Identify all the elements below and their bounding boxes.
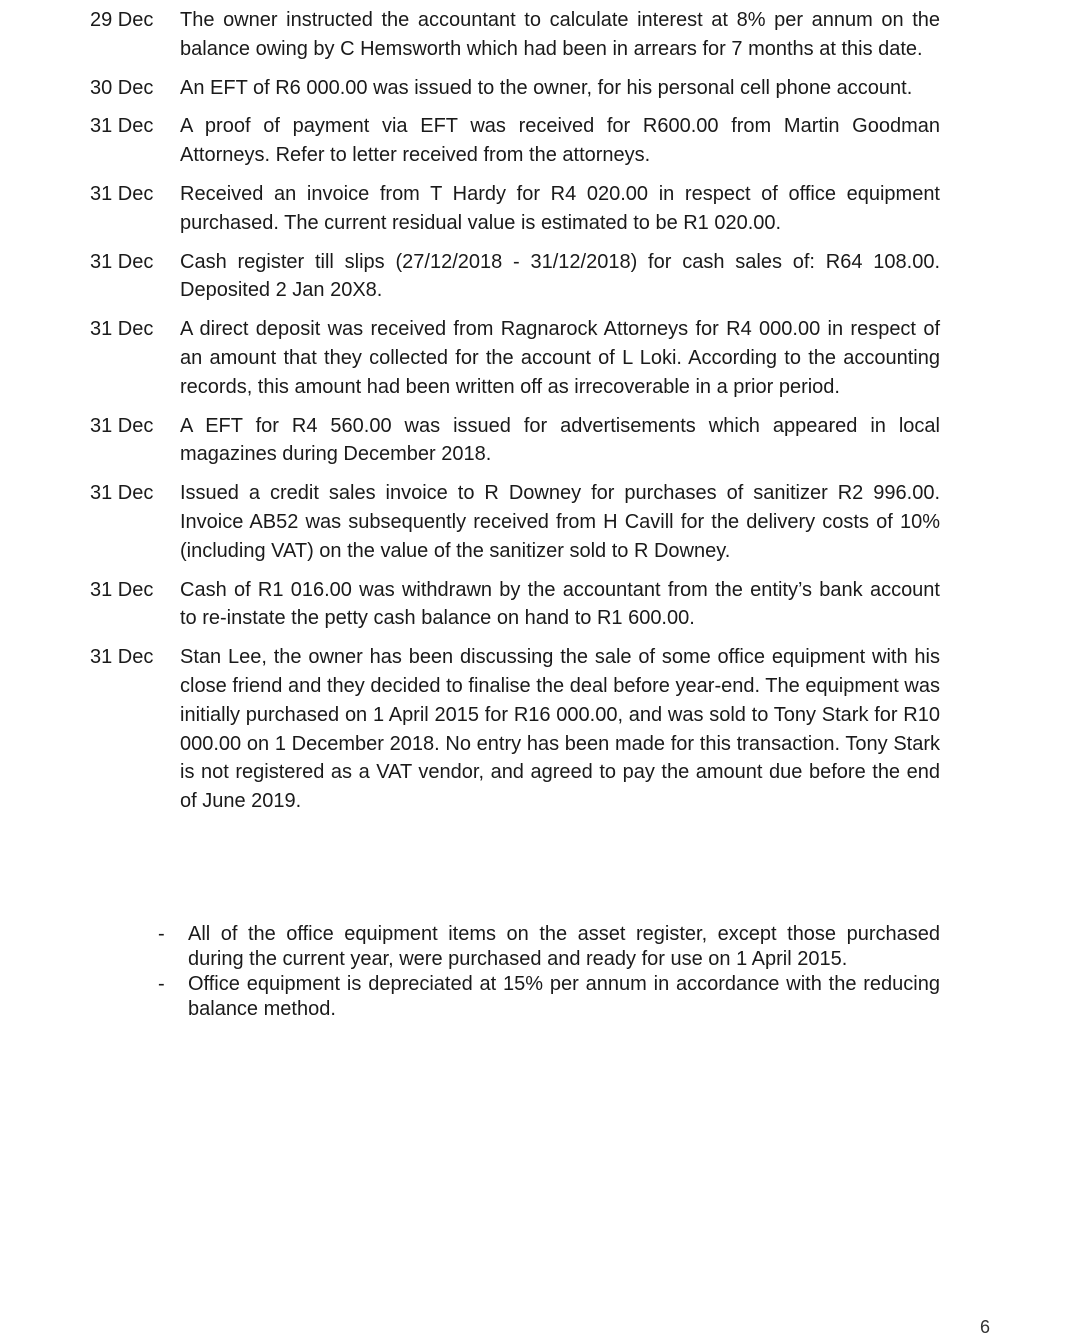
page-number: 6 <box>979 1317 990 1337</box>
entry-date: 31 Dec <box>90 182 154 205</box>
entry-description: Stan Lee, the owner has been discussing the sale of some office equipment with his close friend and they decided to finalise the deal before year-end. The equipment was initially purchased on 1 April 2015 for R16 000.00, and was sold to Tony Stark for R10 000.00 on 1 December 2018. No entry has been made for this transaction. Tony Stark is not registered as a VAT vendor, and agreed to pay the amount due before the end of June 2019. <box>180 646 940 813</box>
transaction-entry <box>90 112 940 170</box>
entry-date: 29 Dec <box>90 9 154 31</box>
transaction-entry <box>90 180 940 238</box>
transaction-entry <box>90 315 940 401</box>
entry-description: A proof of payment via EFT was received for R600.00 from Martin Goodman Attorneys. Refer to letter received from the attorneys. <box>180 115 940 167</box>
note-item <box>155 922 940 972</box>
entry-date: 30 Dec <box>90 76 154 99</box>
entry-date: 31 Dec <box>90 482 154 505</box>
entry-date: 31 Dec <box>90 414 154 437</box>
dash-marker: - <box>158 973 165 995</box>
note-text: All of the office equipment items on the asset register, except those purchased during the current year, were purchased and ready for use on 1 April 2015. <box>188 923 940 970</box>
dash-marker: - <box>158 923 165 945</box>
transaction-entry <box>90 6 940 64</box>
entry-description: Cash register till slips (27/12/2018 - 31/12/2018) for cash sales of: R64 108.00. Deposited 2 Jan 20X8. <box>180 250 940 302</box>
entry-description: A EFT for R4 560.00 was issued for advertisements which appeared in local magazines during December 2018. <box>180 414 940 466</box>
entry-description: Received an invoice from T Hardy for R4 020.00 in respect of office equipment purchased. The current residual value is estimated to be R1 020.00. <box>180 182 940 234</box>
note-text: Office equipment is depreciated at 15% per annum in accordance with the reducing balance method. <box>188 973 940 1020</box>
transaction-entry <box>90 479 940 565</box>
transaction-list <box>90 6 940 826</box>
transaction-entry <box>90 576 940 634</box>
notes-list <box>155 922 940 1022</box>
transaction-entry <box>90 643 940 816</box>
entry-description: A direct deposit was received from Ragnarock Attorneys for R4 000.00 in respect of an amount that they collected for the account of L Loki. According to the accounting records, this amount had been written off as irrecoverable in a prior period. <box>180 318 940 398</box>
entry-description: An EFT of R6 000.00 was issued to the owner, for his personal cell phone account. <box>180 76 913 99</box>
transaction-entry <box>90 412 940 470</box>
transaction-entry <box>90 248 940 306</box>
entry-description: Cash of R1 016.00 was withdrawn by the accountant from the entity’s bank account to re-instate the petty cash balance on hand to R1 600.00. <box>180 578 940 630</box>
transaction-entry <box>90 74 940 103</box>
entry-description: Issued a credit sales invoice to R Downey for purchases of sanitizer R2 996.00. Invoice AB52 was subsequently received from H Cavill for the delivery costs of 10% (including VAT) on the value of the sanitizer sold to R Downey. <box>180 482 940 562</box>
entry-date: 31 Dec <box>90 646 154 669</box>
note-item <box>155 972 940 1022</box>
entry-date: 31 Dec <box>90 318 154 341</box>
entry-description: The owner instructed the accountant to calculate interest at 8% per annum on the balance owing by C Hemsworth which had been in arrears for 7 months at this date. <box>180 9 940 60</box>
entry-date: 31 Dec <box>90 578 154 601</box>
entry-date: 31 Dec <box>90 250 154 273</box>
entry-date: 31 Dec <box>90 115 154 138</box>
